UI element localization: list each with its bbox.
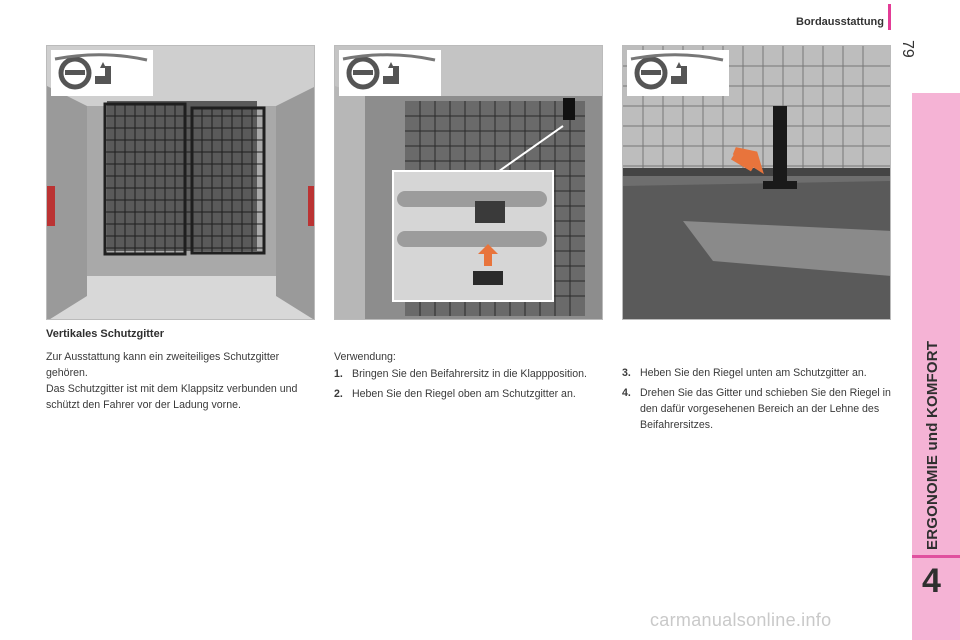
usage-steps-column-continued <box>622 365 892 437</box>
step-number: 4. <box>622 387 631 399</box>
header-accent-rule <box>888 4 891 30</box>
lower-latch-detail-photo <box>622 45 891 320</box>
step-text: Heben Sie den Riegel unten am Schutzgitter an. <box>640 367 867 379</box>
step-text: Heben Sie den Riegel oben am Schutzgitter an. <box>352 388 576 400</box>
step-text: Bringen Sie den Beifahrersitz in die Klappposition. <box>352 368 587 380</box>
step-text: Drehen Sie das Gitter und schieben Sie den Riegel in den dafür vorgesehenen Bereich an der Lehne des Beifahrersitzes. <box>640 387 891 431</box>
section-heading: Vertikales Schutzgitter <box>46 328 164 340</box>
chapter-tab-divider <box>912 555 960 558</box>
page-number: 79 <box>899 40 916 58</box>
step-item <box>334 386 609 402</box>
upper-latch-detail-photo <box>334 45 603 320</box>
description-paragraph: Das Schutzgitter ist mit dem Klappsitz verbunden und schützt den Fahrer vor der Ladung vorne. <box>46 383 298 411</box>
usage-intro: Verwendung: <box>334 351 396 363</box>
step-number: 2. <box>334 388 343 400</box>
chapter-number: 4 <box>922 562 941 600</box>
running-header: Bordausstattung <box>796 16 884 28</box>
step-number: 1. <box>334 368 343 380</box>
description-paragraph: Zur Ausstattung kann ein zweiteiliges Schutzgitter gehören. <box>46 351 280 379</box>
watermark: carmanualsonline.info <box>650 610 832 630</box>
step-item <box>622 365 892 381</box>
step-item <box>334 366 609 382</box>
description-column <box>46 349 316 413</box>
usage-steps-column <box>334 349 609 406</box>
step-item <box>622 385 892 433</box>
cargo-grille-overview-photo <box>46 45 315 320</box>
step-number: 3. <box>622 367 631 379</box>
chapter-title: ERGONOMIE und KOMFORT <box>924 340 941 550</box>
